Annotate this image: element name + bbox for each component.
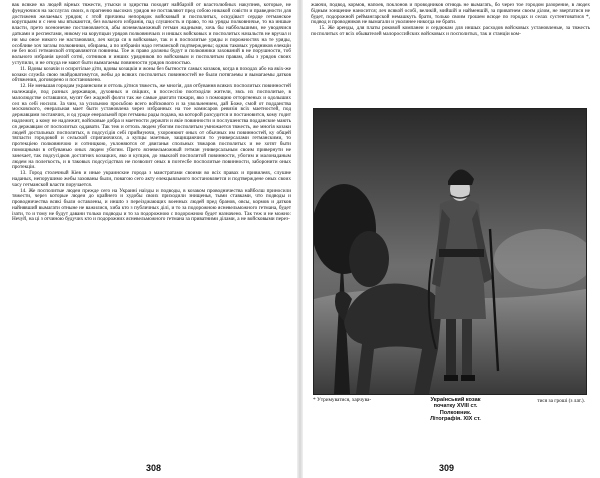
left-page: [0, 0, 297, 478]
paragraph: 11. Вдовы козачіи и осиротілые діти, вдовы козацкія и жоны без бытности самых козаков, когда в походах або на якіх-же козаки служба свою знайдоватимутся, жебы до всяких посполитых повинностей не были потягаемы и вымагаемы датков обтяжения, договорено и постановлено.: [12, 65, 291, 84]
paragraph: 15. Же аренды, для платы роковой компанеи и сердюкам для иншых расходов войсковых установленые, за тяжесть посполитых от всіх обывателей малороссийских войсковых и посполитых, так и станцiи ком-: [311, 25, 590, 37]
paragraph: 12. Не меньшая городам украинским и оттоль дітися тяжесть, же многія, для отбування всяких посполитых повинностей належащіе, под разных державцов, духовных и свіцких, в поссессію поотходіли жители, звсь их посполитые, в малолюдстве оставшися, мусят без жадной фолги так же самые двигати тяжари, яко з помощию отторгненых и одолыших сел на себі носили. За чим, за усильною просьбою всего войскового и за увольнением, дай Боже, смой от подданства московского, енеральная мает быти установлена через избранных на тое комисаров ревизія всіх маетностей, под державцами зостаючих, и од ураде енеральной при гетманы рады подана, на которой разсудится и постановится, кому годит надлежит, а кому не надлежит, войсковые добра и маетности держати и якіе повинности и послушенства подданские мають ся державцам от посполитых оддавати. Так теж и оттоль людем убогим посполитым умножается тяжесть, же многія козаки людей достальных посполитых, в подсусідія себі приймуючи, ухоронюют оных от обычных им повинностей, ку общей тягласти городовой и сельской спрягаючихся, а купцы маетные, защищаючися то универсалами гетманскими, то протекціею полковничою и сотницкою, уклоняются от двиганья спольных тяжаров посполитых и не хотят быти помощными в отбуванью оных людем убогим. Прето ясневельможный гетман универсальным своим привернути не занехает, так подсусідков достатних козацких, яко и купцов, до звыклой посполитой повинности, убогим и малонаданым людем на полегкость, и в таковых подсусідствах не позволит оных в поэтесбе посполитые повинности, заборонити оных протекціи.: [12, 83, 291, 171]
page-number-right: 309: [439, 463, 455, 473]
paragraph: 13. Город столечный Кіев и иные украинские города з маистратами своими во всіх правах и привилеях, слушне наданых, непорушимо жебы захованы были, повагою сего акту елекцыяльного постановляется и подтверждене оных своих часу гетманской власти поручается.: [12, 170, 291, 188]
paragraph: вак всякие на людей вірных тяжести, утыски и здирства походят найбарзій от властолюбных накупнев, которые, не фундуючися на засслугах своих, в прагненю высоких урядов не поставляют пред собою никакой совісти и праведности для достиженя желаемых урядов; с зтой причины непорядок войсковый и посполитых, оскудіваст сердце гетманское корупцыям и с нею мы втыкаются, без вольного избранія, пад слушность и право, то на уряды полковничье, то на иншые власти, прето всенонечне постановляется, абы ясневельможный гетман жадными, хочь бы наббольшими, не уводячися датками и респектами, никому на корупцыи урядов полковничьих и иншых войсковых и посполитых начальств не вручал и ни мы оное никого не настановлял, леч когда ся в войсковые, так и в посполитые уряды и порожностях на те уряды, особливе хоч загазы полковники, обираны, а по избраніи надо гетманской подтверждены; однак таковых урядников елекціи не без волі гетманской отправляются повинны. Тое ж право должны будут и полковники захований в не порушности, тоб вольного избранія целой сотні, сотников и инших урядников по войсковым и посполитым правам, абы з урядов своих уступили, и не откуда не мают быти вымагаемы повинности урядов полностью.: [12, 2, 291, 66]
paragraph: 14. Же посполитые людеи прежде сего на Украині наізды и подводы, в козаком проводничества найболш приносили тяжести, через которые людеи до крайнего и худобы своих приходили знищенья, тыми ставками, что подводы и проводничества всякі были оставлены, и иншto з переізджающих военных людей пред бранов, овсы, кормов и датков найнявший вымагати отныне не важилися, хиба кто з публичных ділі, и то за подорожною ясневельможного гетмана, будет ізати, то и тому не будут давани только подводы и то за подорожною с подорожною будет назначено. Так теж и не можно: Нечуй, на ці з отчиною будучих кто и подорожних ясневельможного гетмана за приватними ділами, а не войсковыми перез-: [12, 187, 291, 223]
page-number-left: 308: [146, 463, 162, 473]
paragraph: жаючи, подвод, кормов, напоев, поклонов и проводников отнюдь не вымагать, бо через тое городом разорение, в людех бідным зонщение наносится; леч всякой особі, великій, мийшій и найменшій, за приватнем своєм ділом, не звертатися не будет, подорожной реймангарской немашкуть брати, только своим грошем всюде по городах и селах сустентоватися *, подвод и проводников не вымагали и уколинее никогда не брати.: [311, 2, 590, 26]
footnote: * Утримуватися, харчува-: [313, 397, 372, 403]
footnote-continuation: тися за гроші (з лат.).: [537, 398, 585, 404]
right-body-text: [311, 3, 590, 38]
left-body-text: [12, 3, 291, 223]
right-page: [303, 0, 600, 478]
illustration-caption: Український козак початку XVIII ст. Полковник. Літографія. XIX ст.: [430, 397, 481, 423]
cossack-lithograph: [313, 108, 587, 395]
